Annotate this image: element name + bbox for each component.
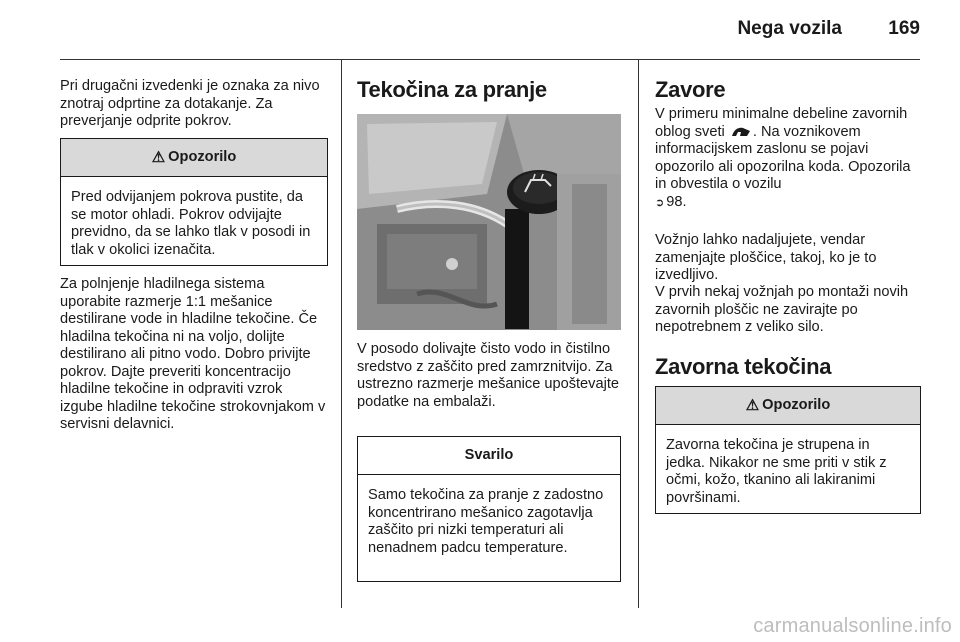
brake-text-after: . Na voznikovem informacijskem zaslonu se pojavi opozorilo ali opozorilna koda. Opozorila in obvestila o vozilu	[655, 123, 911, 192]
warning-box-coolant	[60, 138, 328, 266]
notice-box-washer	[357, 436, 621, 582]
page-header	[60, 16, 920, 46]
brake-fluid-heading: Zavorna tekočina	[655, 354, 832, 379]
watermark: carmanualsonline.info	[753, 615, 952, 637]
warning-title: Opozorilo	[168, 148, 237, 165]
warning-box-header	[656, 387, 920, 425]
page-reference-icon: ➲	[655, 196, 665, 209]
page-number: 169	[888, 18, 920, 39]
header-divider	[60, 59, 920, 60]
washer-fluid-heading: Tekočina za pranje	[357, 77, 547, 102]
warning-triangle-icon: ⚠	[151, 148, 166, 166]
engine-bay-illustration	[357, 114, 621, 330]
warning-title: Opozorilo	[762, 396, 831, 413]
warning-body: Pred odvijanjem pokrova pustite, da se motor ohladi. Pokrov odvijajte previdno, da se lahko tlak v posodi in tlak v okolici izenačita.	[71, 189, 311, 258]
washer-fluid-paragraph: V posodo dolivajte čisto vodo in čistilno sredstvo z zaščito pred zamrznitvijo. Za ustrezno razmerje mešanice upoštevajte podatke na embalaži.	[357, 341, 620, 410]
brake-lining-paragraph	[655, 106, 921, 212]
brake-pad-warning-icon	[731, 126, 751, 138]
brake-new-pads-paragraph: V prvih nekaj vožnjah po montaži novih zavornih ploščic ne zavirajte po nepotrebnem z veliko silo.	[655, 284, 909, 335]
notice-body: Samo tekočina za pranje z zadostno koncentrirano mešanico zagotavlja zaščito pri nizki temperaturi ali nenadnem padcu temperature.	[368, 487, 604, 556]
column-divider-1	[341, 60, 342, 608]
warning-body: Zavorna tekočina je strupena in jedka. Nikakor ne sme priti v stik z očmi, kožo, tkanino ali lakiranimi površinami.	[666, 437, 887, 506]
notice-title: Svarilo	[464, 446, 514, 463]
brakes-heading: Zavore	[655, 77, 726, 102]
brake-text-before: V primeru minimalne debeline zavornih oblog sveti	[655, 106, 908, 140]
brake-continue-paragraph: Vožnjo lahko nadaljujete, vendar zamenjajte ploščice, takoj, ko je to izvedljivo.	[655, 232, 877, 283]
section-title: Nega vozila	[737, 18, 842, 39]
notice-box-header	[358, 437, 620, 475]
washer-reservoir-photo	[357, 114, 621, 330]
warning-triangle-icon: ⚠	[745, 396, 760, 414]
coolant-level-paragraph: Pri drugačni izvedenki je oznaka za nivo znotraj odprtine za dotakanje. Za preverjanje odprite pokrov.	[60, 78, 320, 129]
coolant-fill-paragraph: Za polnjenje hladilnega sistema uporabite razmerje 1:1 mešanice destilirane vode in hladilne tekočine. Če hladilna tekočina ni na voljo, dolijte destilirano ali pitno vodo. Dobro privijte pokrov. Dajte preveriti koncentracijo hladilne tekočine in odpraviti vzrok izgube hladilne tekočine strokovnjakom v servisni delavnici.	[60, 276, 326, 432]
page-reference: 98.	[666, 193, 687, 210]
warning-box-header	[61, 139, 327, 177]
warning-box-brake-fluid	[655, 386, 921, 514]
column-divider-2	[638, 60, 639, 608]
